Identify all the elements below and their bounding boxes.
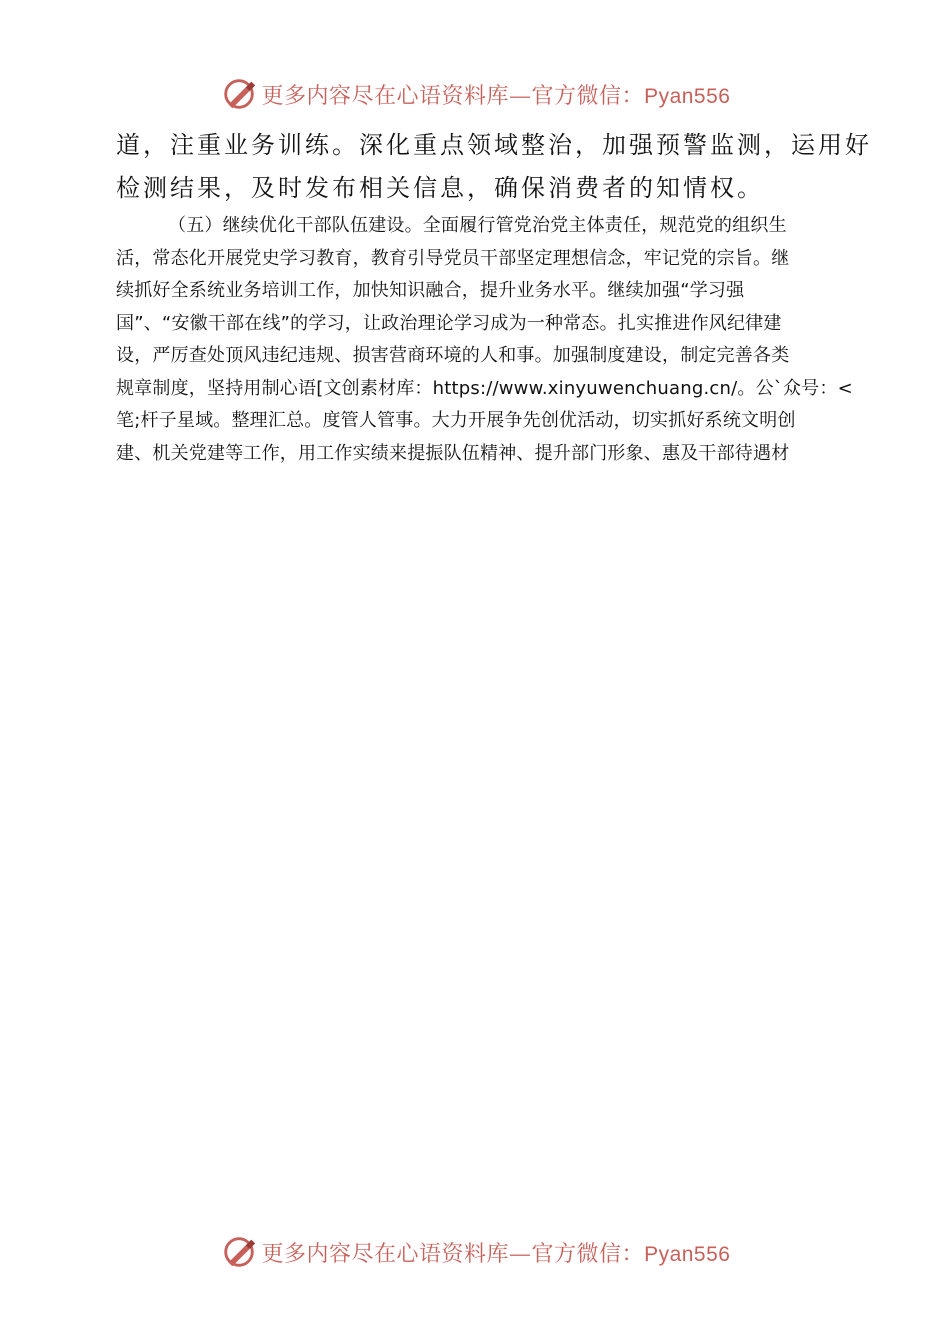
body-line: 笔;杆子星域。整理汇总。度管人管事。大力开展争先创优活动，切实抓好系统文明创	[116, 410, 796, 431]
body-line: 国”、“安徽干部在线”的学习，让政治理论学习成为一种常态。扎实推进作风纪律建	[116, 312, 782, 334]
body-line: 续抓好全系统业务培训工作，加快知识融合，提升业务水平。继续加强“学习强	[116, 280, 745, 301]
watermark-text: 更多内容尽在心语资料库—官方微信：Pyan556	[261, 83, 731, 109]
pen-logo-icon	[220, 1233, 258, 1271]
body-line: 建、机关党建等工作，用工作实绩来提振队伍精神、提升部门形象、惠及干部待遇材	[116, 442, 790, 464]
body-line: 设，严厉查处顶风违纪违规、损害营商环境的人和事。加强制度建设，制定完善各类	[116, 345, 790, 366]
body-line: （五）继续优化干部队伍建设。全面履行管党治党主体责任，规范党的组织生	[168, 215, 787, 236]
paragraph-line: 检测结果，及时发布相关信息，确保消费者的知情权。	[116, 174, 764, 202]
pen-logo-icon	[220, 75, 258, 113]
footer-watermark	[0, 1232, 950, 1272]
section-five	[116, 210, 853, 470]
paragraph-line: 道，注重业务训练。深化重点领域整治，加强预警监测，运用好	[116, 131, 872, 159]
watermark-text: 更多内容尽在心语资料库—官方微信：Pyan556	[261, 1241, 731, 1267]
body-line: 规章制度，坚持用制心语[文创素材库：https://www.xinyuwenchuang.cn/。公`众号：<	[116, 377, 853, 399]
header-watermark	[0, 74, 950, 114]
body-line: 活，常态化开展党史学习教育，教育引导党员干部坚定理想信念，牢记党的宗旨。继	[116, 247, 790, 269]
